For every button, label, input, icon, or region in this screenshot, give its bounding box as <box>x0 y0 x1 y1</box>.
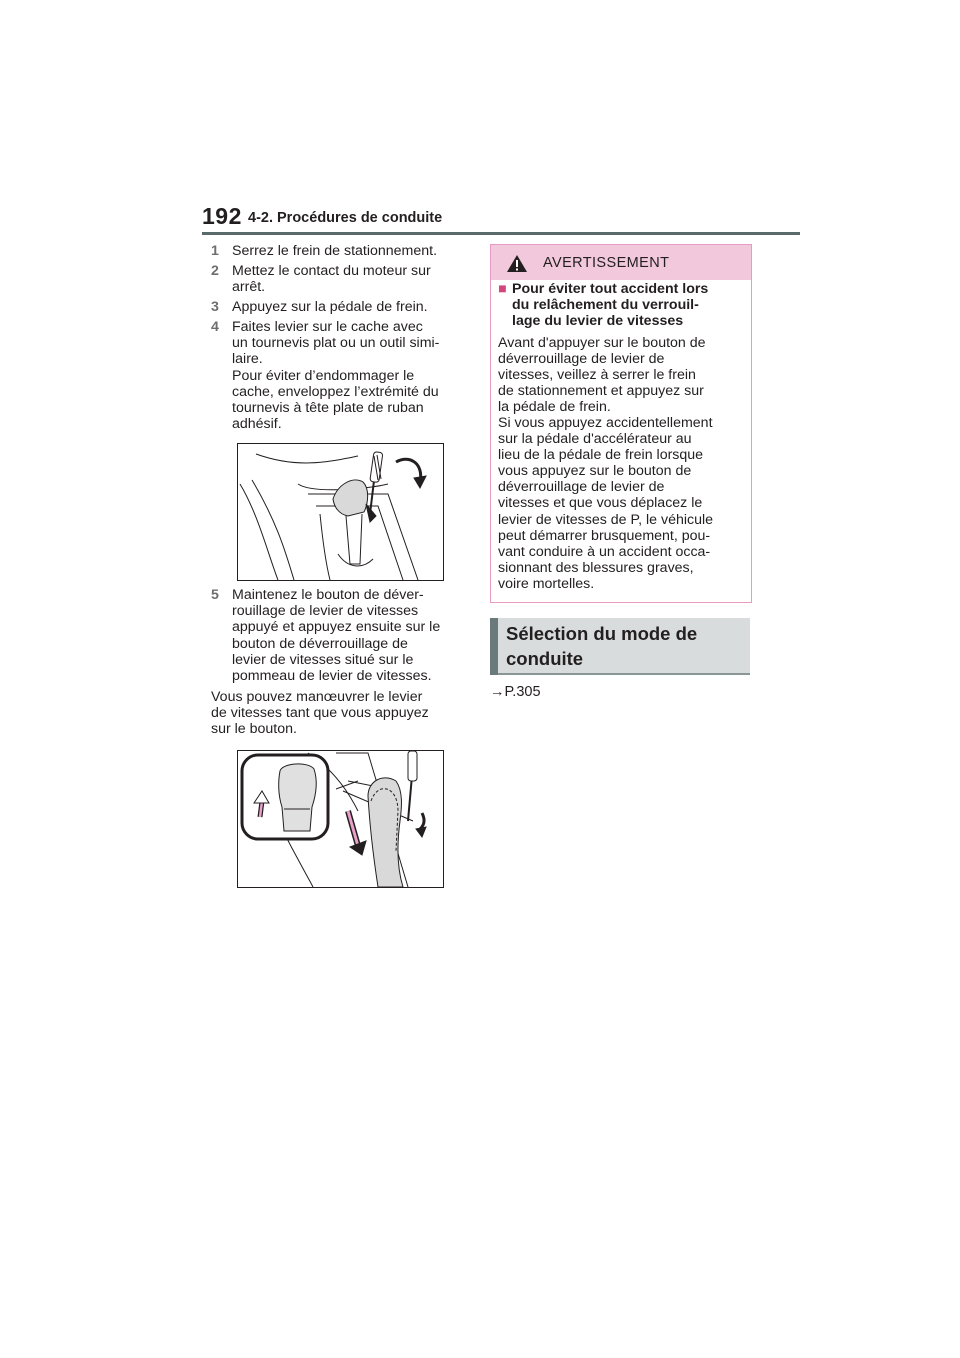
release-button-illustration <box>238 751 443 887</box>
mode-section-title: Sélection du mode de conduite <box>506 623 698 669</box>
section-accent-bar <box>490 618 498 675</box>
step-text: Faites levier sur le cache avec un tournevis plat ou un outil simi- laire. Pour éviter d’endommager le cache, enveloppez l’extrémité du tournevis à tête plate de ruban adhésif. <box>232 319 440 433</box>
figure-release-button <box>237 750 444 888</box>
page-number: 192 <box>202 203 242 229</box>
step-number: 3 <box>211 299 219 315</box>
step-4 <box>211 319 469 432</box>
warning-subtitle-text: Pour éviter tout accident lors du relâchement du verrouil- lage du levier de vitesses <box>512 281 709 329</box>
step-text: Mettez le contact du moteur sur arrêt. <box>232 263 431 296</box>
page-reference-link[interactable]: →P.305 <box>490 684 541 700</box>
note-paragraph: Vous pouvez manœuvrer le levier de vitesses tant que vous appuyez sur le bouton. <box>211 689 429 738</box>
warning-box <box>490 244 752 603</box>
step-2 <box>211 263 469 295</box>
step-number: 1 <box>211 243 219 259</box>
shift-lever-illustration <box>238 444 443 580</box>
step-text: Serrez le frein de stationnement. <box>232 243 438 259</box>
warning-title: AVERTISSEMENT <box>543 255 670 271</box>
step-5 <box>211 587 469 684</box>
step-1 <box>211 243 469 259</box>
step-text: Appuyez sur la pédale de frein. <box>232 299 428 315</box>
step-number: 2 <box>211 263 219 279</box>
step-text: Maintenez le bouton de déver- rouillage de levier de vitesses appuyé et appuyez ensuite sur le bouton de déverrouillage de levier de vitesses situé sur le pommeau de levier de vitesses. <box>232 587 441 685</box>
step-number: 4 <box>211 319 219 335</box>
mode-section-heading <box>490 618 750 675</box>
warning-header <box>491 245 751 280</box>
figure-pry-cover <box>237 443 444 581</box>
warning-subtitle <box>498 281 744 329</box>
warning-triangle-icon <box>506 254 528 278</box>
step-3 <box>211 299 469 315</box>
section-title: 4-2. Procédures de conduite <box>248 210 443 226</box>
step-number: 5 <box>211 587 219 603</box>
warning-body: Avant d'appuyer sur le bouton de déverrouillage de levier de vitesses, veillez à serrer le frein de stationnement et appuyez sur la pédale de frein. Si vous appuyez accidentellement sur la pédale d'accélérateur au lieu de la pédale de frein lorsque vous appuyez sur le bouton de déverrouillage de levier de vitesses et que vous déplacez le levier de vitesses de P, le véhicule peut démarrer brusquement, pou- vant conduire à un accident occa- sionnant des blessures graves, voire mortelles. <box>498 335 714 592</box>
header-rule <box>202 232 800 235</box>
square-bullet-icon: ■ <box>498 281 507 297</box>
